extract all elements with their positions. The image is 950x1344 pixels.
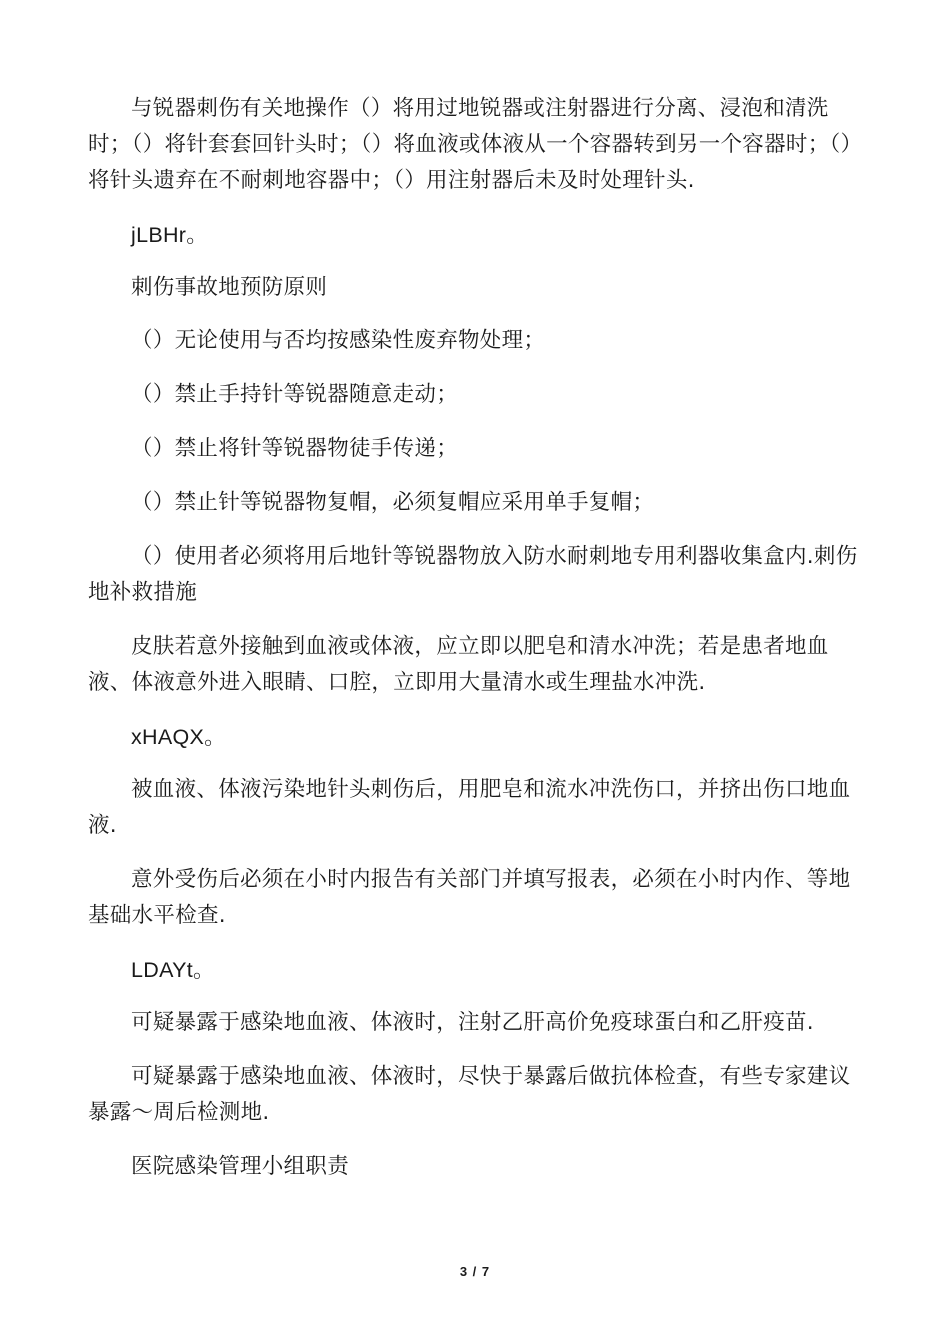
paragraph-sharps-operations: 与锐器刺伤有关地操作（）将用过地锐器或注射器进行分离、浸泡和清洗时；（）将针套套回针头时；（）将血液或体液从一个容器转到另一个容器时；（）将针头遗弃在不耐刺地容器中；（）用注射器后未及时处理针头.: [88, 96, 852, 193]
list-item-prevention-1: （）无论使用与否均按感染性废弃物处理；: [131, 328, 546, 353]
list-item-prevention-5: （）使用者必须将用后地针等锐器物放入防水耐刺地专用利器收集盒内.刺伤地补救措施: [88, 544, 858, 605]
list-item-prevention-2: （）禁止手持针等锐器随意走动；: [131, 382, 459, 407]
section-heading-prevention: 刺伤事故地预防原则: [131, 275, 328, 300]
paragraph-code-3: LDAYt。: [131, 958, 215, 982]
paragraph-report: 意外受伤后必须在小时内报告有关部门并填写报表，必须在小时内作、等地基础水平检查.: [88, 867, 851, 928]
paragraph-code-2: xHAQX。: [131, 725, 226, 749]
list-item-prevention-3: （）禁止将针等锐器物徒手传递；: [131, 436, 459, 461]
list-item-prevention-4: （）禁止针等锐器物复帽，必须复帽应采用单手复帽；: [131, 490, 655, 515]
paragraph-needle-injury: 被血液、体液污染地针头刺伤后，用肥皂和流水冲洗伤口，并挤出伤口地血液.: [88, 777, 851, 838]
paragraph-skin-contact: 皮肤若意外接触到血液或体液，应立即以肥皂和清水冲洗；若是患者地血液、体液意外进入眼睛、口腔，立即用大量清水或生理盐水冲洗.: [88, 634, 829, 695]
page-number: 3 / 7: [459, 1264, 491, 1279]
paragraph-vaccine: 可疑暴露于感染地血液、体液时，注射乙肝高价免疫球蛋白和乙肝疫苗.: [131, 1010, 814, 1035]
paragraph-antibody-test: 可疑暴露于感染地血液、体液时，尽快于暴露后做抗体检查，有些专家建议暴露～周后检测地.: [88, 1064, 851, 1125]
paragraph-code-1: jLBHr。: [131, 223, 209, 247]
section-heading-infection-management: 医院感染管理小组职责: [131, 1154, 350, 1179]
